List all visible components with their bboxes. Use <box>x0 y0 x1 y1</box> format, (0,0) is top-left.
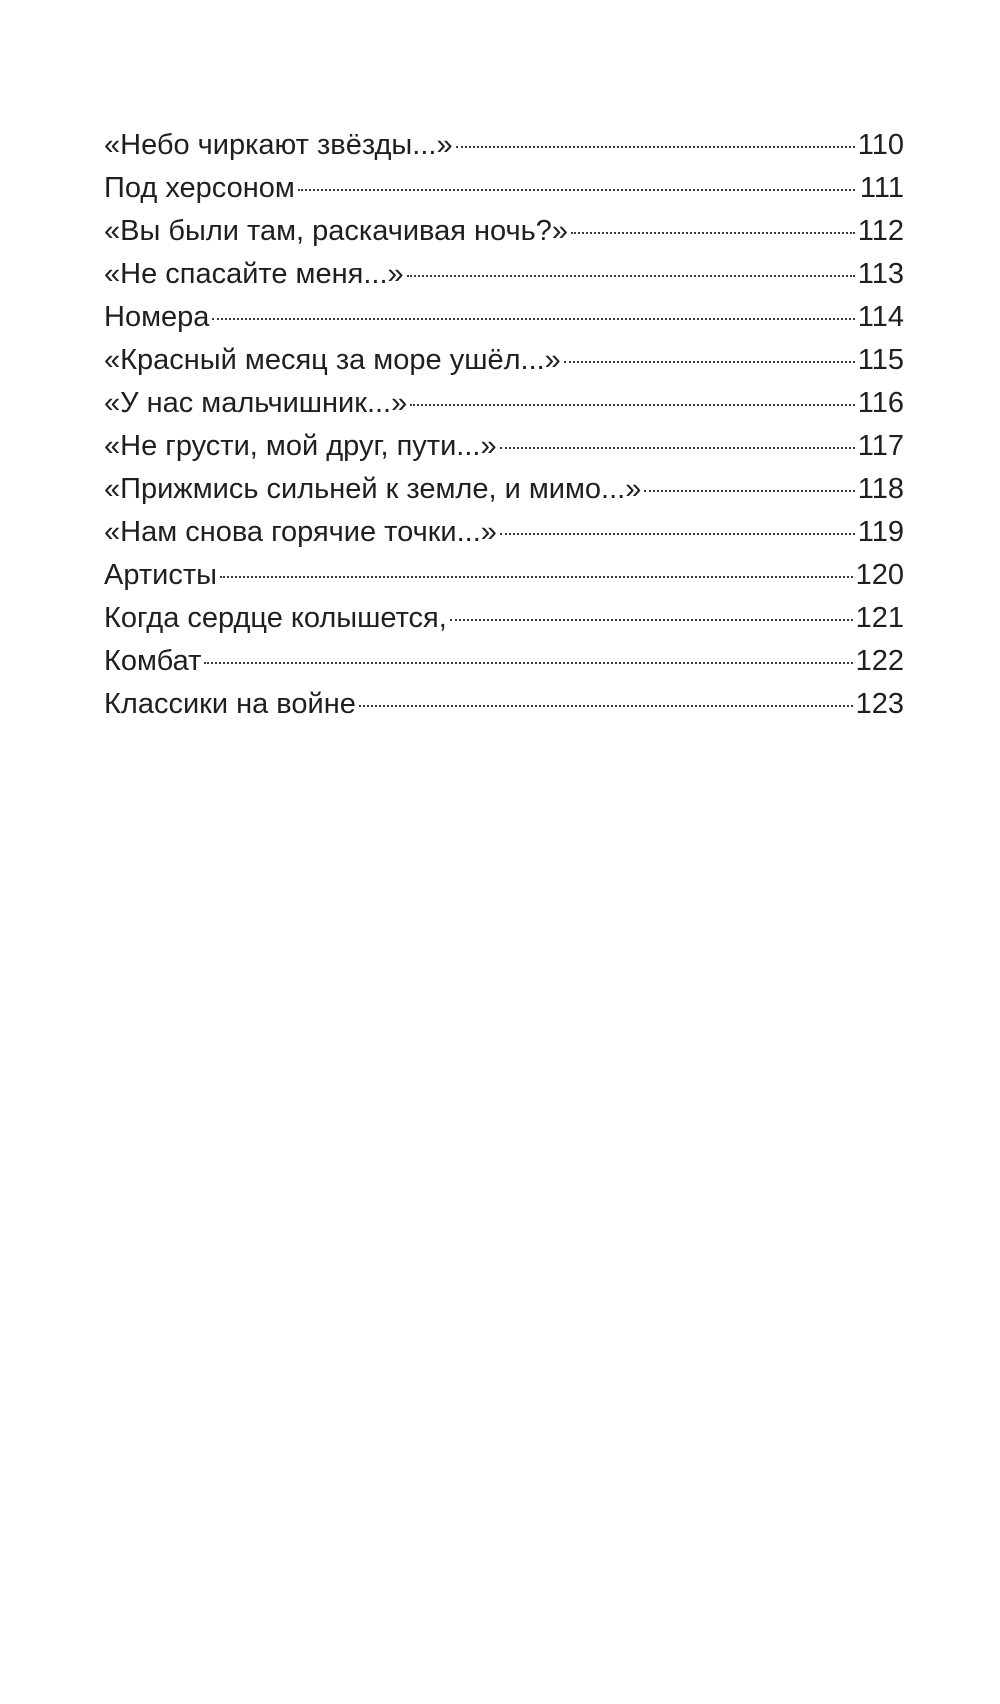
toc-entry-page: 114 <box>857 301 904 333</box>
toc-entry <box>104 210 904 253</box>
toc-entry-title: Артисты <box>104 559 217 591</box>
toc-entry-title: «Красный месяц за море ушёл...» <box>104 344 561 376</box>
toc-entry-title: Когда сердце колышется, <box>104 602 447 634</box>
toc-entry <box>104 296 904 339</box>
toc-entry <box>104 468 904 511</box>
toc-dot-leader <box>500 447 855 449</box>
toc-entry-title: Классики на войне <box>104 688 356 720</box>
toc-entry-title: «Не спасайте меня...» <box>104 258 404 290</box>
toc-dot-leader <box>450 619 853 621</box>
toc-entry-page: 123 <box>855 688 904 720</box>
toc-entry <box>104 554 904 597</box>
toc-dot-leader <box>564 361 855 363</box>
toc-entry-title: «Прижмись сильней к земле, и мимо...» <box>104 473 642 505</box>
toc-entry-page: 113 <box>857 258 904 290</box>
toc-entry-title: «У нас мальчишник...» <box>104 387 408 419</box>
toc-dot-leader <box>644 490 854 492</box>
toc-entry-title: «Не грусти, мой друг, пути...» <box>104 430 497 462</box>
toc-dot-leader <box>212 318 854 320</box>
toc-entry-page: 116 <box>857 387 904 419</box>
toc-dot-leader <box>500 533 855 535</box>
toc-entry-page: 121 <box>855 602 904 634</box>
toc-dot-leader <box>407 275 855 277</box>
toc-dot-leader <box>298 189 855 191</box>
toc-entry-page: 111 <box>859 172 904 204</box>
toc-entry-page: 110 <box>857 129 904 161</box>
table-of-contents <box>104 124 904 726</box>
toc-dot-leader <box>456 146 855 148</box>
toc-entry <box>104 425 904 468</box>
toc-dot-leader <box>410 404 855 406</box>
toc-dot-leader <box>571 232 855 234</box>
toc-entry <box>104 511 904 554</box>
toc-entry-page: 112 <box>857 215 904 247</box>
toc-entry-page: 119 <box>857 516 904 548</box>
toc-entry-page: 117 <box>857 430 904 462</box>
toc-entry <box>104 382 904 425</box>
toc-entry <box>104 683 904 726</box>
toc-dot-leader <box>220 576 853 578</box>
toc-entry-title: Номера <box>104 301 210 333</box>
toc-entry-page: 118 <box>857 473 904 505</box>
toc-entry-title: «Нам снова горячие точки...» <box>104 516 497 548</box>
toc-dot-leader <box>359 705 853 707</box>
toc-dot-leader <box>204 662 852 664</box>
toc-entry <box>104 167 904 210</box>
toc-entry-title: «Небо чиркают звёзды...» <box>104 129 453 161</box>
toc-entry <box>104 640 904 683</box>
toc-entry <box>104 597 904 640</box>
toc-entry <box>104 339 904 382</box>
toc-entry-title: Комбат <box>104 645 202 677</box>
toc-entry <box>104 124 904 167</box>
toc-entry-page: 115 <box>857 344 904 376</box>
toc-entry-page: 120 <box>855 559 904 591</box>
toc-entry-title: «Вы были там, раскачивая ночь?» <box>104 215 568 247</box>
toc-entry-page: 122 <box>855 645 904 677</box>
toc-entry <box>104 253 904 296</box>
toc-entry-title: Под херсоном <box>104 172 295 204</box>
